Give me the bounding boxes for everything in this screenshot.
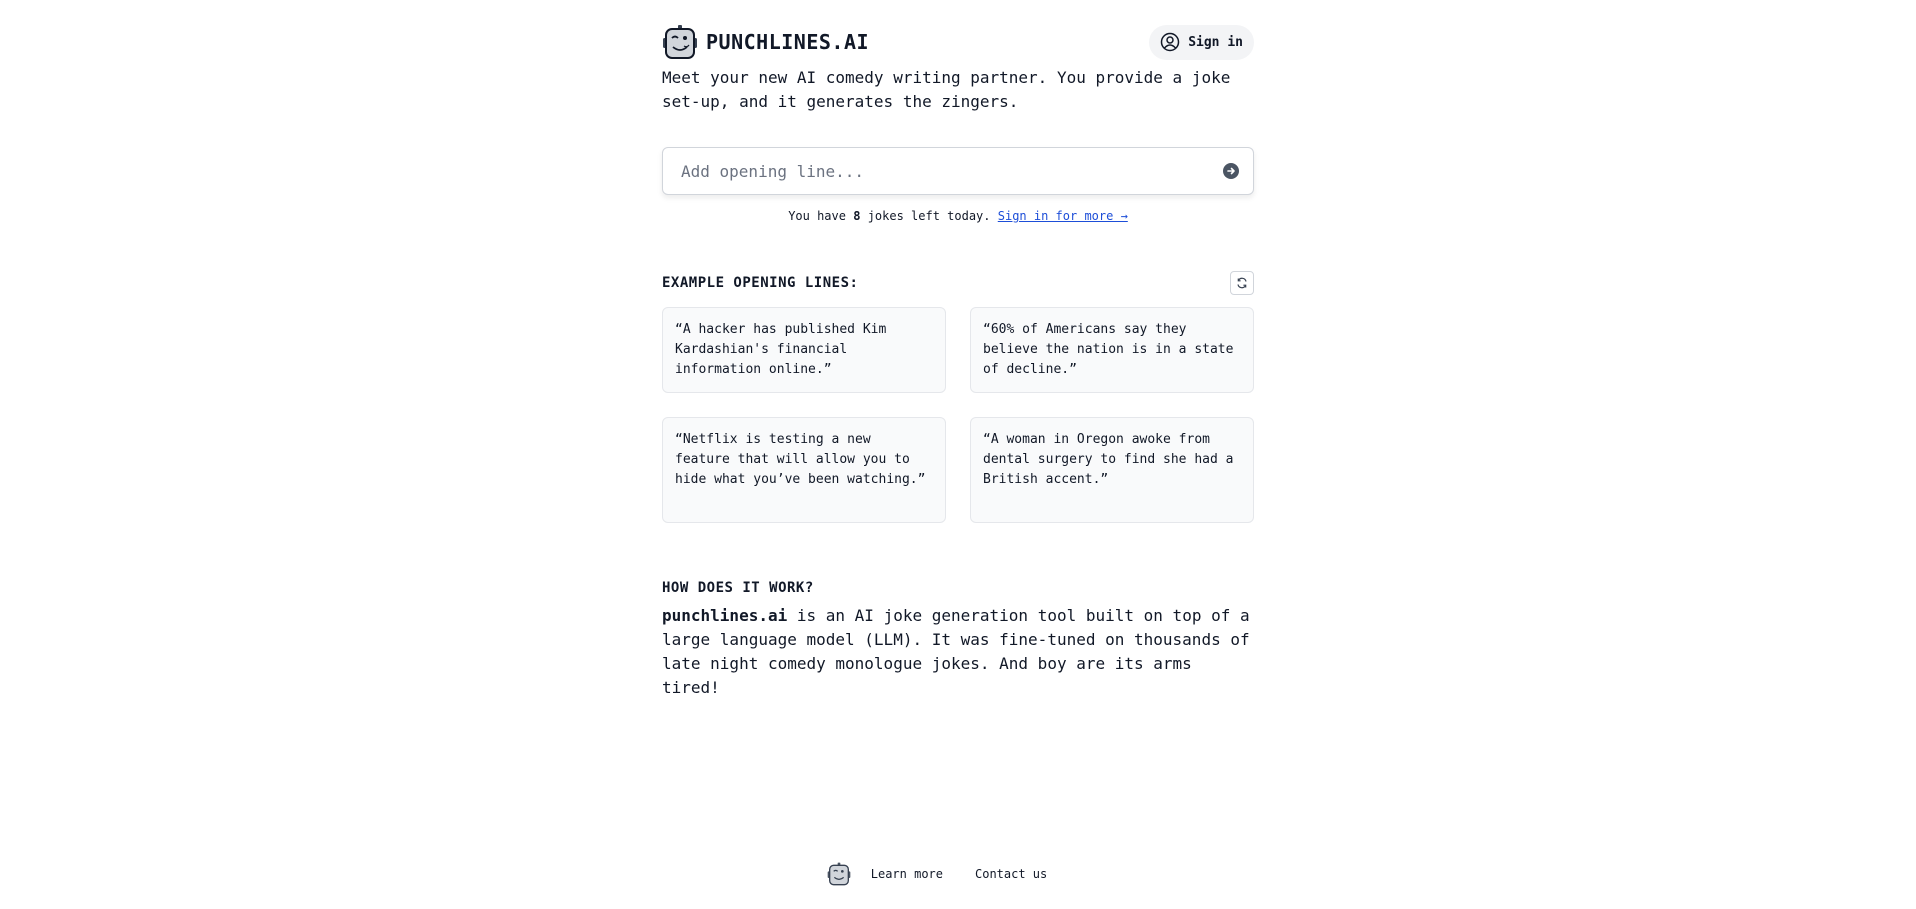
how-description: is an AI joke generation tool built on top of a large language model (LLM). It was fine-tuned on thousands of late night comedy monologue jokes. And boy are its arms tired!	[662, 606, 1250, 697]
examples-grid	[662, 307, 1254, 523]
how-text	[662, 604, 1254, 700]
footer	[0, 862, 1916, 886]
sign-in-for-more-link[interactable]: Sign in for more →	[997, 209, 1128, 223]
header	[662, 24, 1254, 60]
sign-in-button[interactable]	[1149, 25, 1254, 60]
examples-header	[662, 271, 1254, 295]
quota-suffix: jokes left today.	[867, 209, 991, 223]
example-card[interactable]: “A woman in Oregon awoke from dental surgery to find she had a British accent.”	[970, 417, 1254, 523]
example-card[interactable]: “A hacker has published Kim Kardashian's financial information online.”	[662, 307, 946, 393]
brand-name: PUNCHLINES.AI	[706, 30, 870, 54]
how-brand: punchlines.ai	[662, 606, 788, 625]
learn-more-link[interactable]: Learn more	[870, 867, 943, 881]
opening-line-box	[662, 147, 1254, 195]
opening-line-input[interactable]	[679, 161, 1223, 182]
main-container	[662, 24, 1254, 700]
quota-prefix: You have	[788, 209, 846, 223]
robot-logo-icon	[662, 24, 698, 60]
user-circle-icon	[1160, 32, 1180, 52]
sign-in-label: Sign in	[1188, 34, 1243, 50]
refresh-icon	[1236, 277, 1248, 289]
example-card[interactable]: “Netflix is testing a new feature that will allow you to hide what you’ve been watching.”	[662, 417, 946, 523]
contact-us-link[interactable]: Contact us	[975, 867, 1048, 881]
robot-logo-icon	[827, 862, 851, 886]
example-card[interactable]: “60% of Americans say they believe the nation is in a state of decline.”	[970, 307, 1254, 393]
examples-title: EXAMPLE OPENING LINES:	[662, 275, 859, 291]
brand[interactable]	[662, 24, 869, 60]
tagline: Meet your new AI comedy writing partner. You provide a joke set-up, and it generates the zingers.	[662, 68, 1231, 111]
arrow-right-icon	[1226, 166, 1236, 176]
quota-text	[662, 209, 1254, 223]
how-title: HOW DOES IT WORK?	[662, 580, 814, 596]
submit-button[interactable]	[1223, 163, 1239, 179]
refresh-examples-button[interactable]	[1230, 271, 1254, 295]
footer-inner	[827, 862, 1048, 886]
quota-count: 8	[853, 209, 861, 223]
